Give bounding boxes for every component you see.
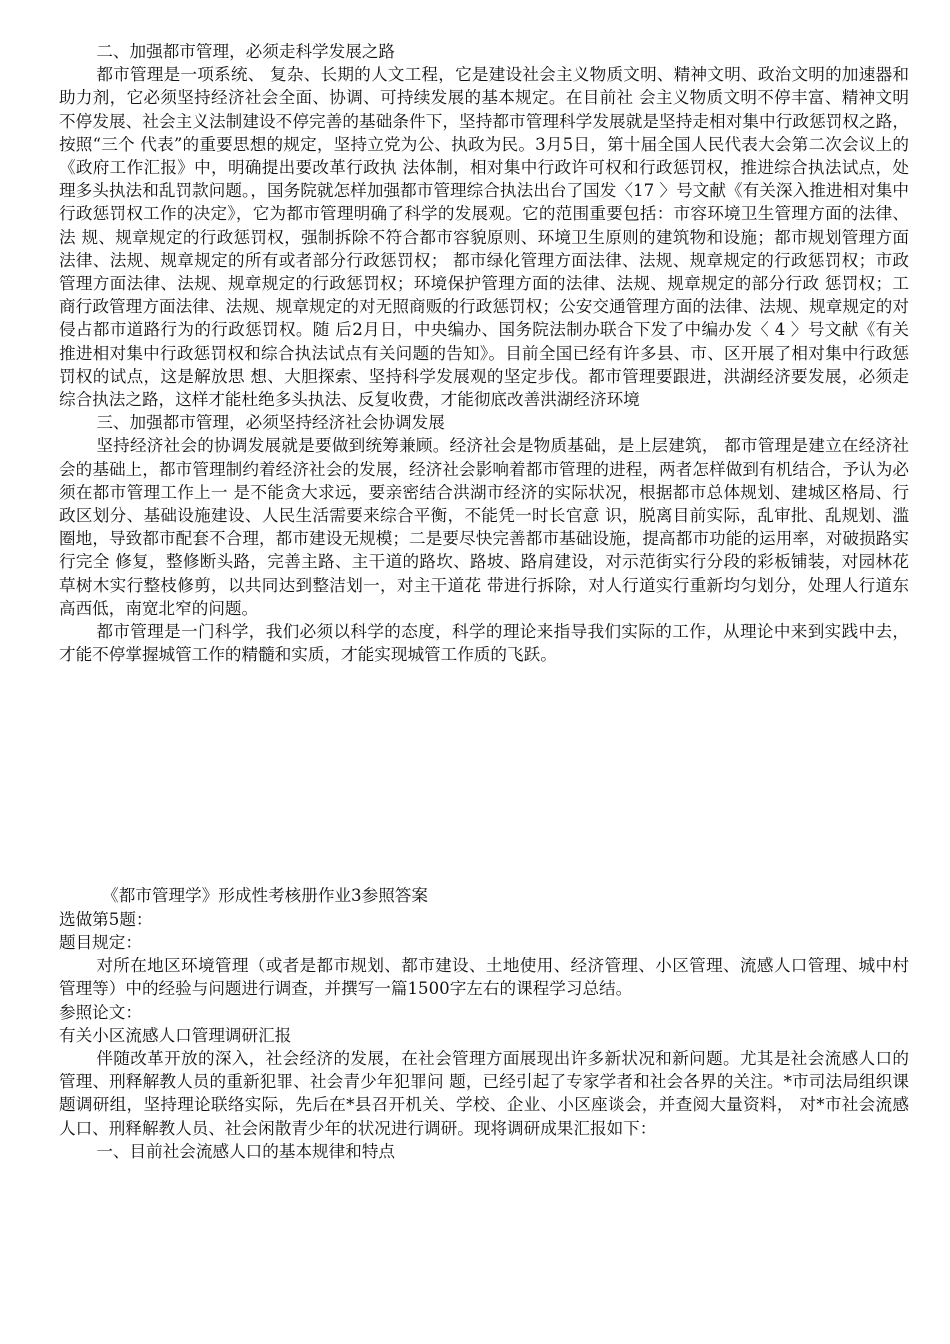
section-heading-2: 二、加强都市管理，必须走科学发展之路 [96,42,396,61]
document-page [59,40,909,1163]
paper-heading-1: 一、目前社会流感人口的基本规律和特点 [96,1141,396,1161]
requirement-text: 对所在地区环境管理（或者是都市规划、都市建设、土地使用、经济管理、小区管理、流感人口管理、城中村管理等）中的经验与问题进行调查，并撰写一篇1500字左右的课程学习总结。 [59,956,909,999]
assignment-title: 《都市管理学》形成性考核册作业3参照答案 [102,886,428,906]
section-3-paragraph-1: 坚持经济社会的协调发展就是要做到统筹兼顾。经济社会是物质基础，是上层建筑， 都市管理是建立在经济社会的基础上，都市管理制约着经济社会的发展，经济社会影响着都市管理的进程，两者怎样做到有机结合，予认为必须在都市管理工作上一 是不能贪大求远，要亲密结合洪湖市经济的实际状况，根据都市总体规划、建城区格局、行政区划分、基础设施建设、人民生活需要来综合平衡，不能凭一时长官意 识，脱离目前实际，乱审批、乱规划、滥圈地，导致都市配套不合理，都市建设无规模；二是要尽快完善都市基础设施，提高都市功能的运用率，对破损路实行完全 修复，整修断头路，完善主路、主干道的路坎、路坡、路肩建设，对示范街实行分段的彩板铺装，对园林花草树木实行整枝修剪，以共同达到整洁划一，对主干道花 带进行拆除，对人行道实行重新均匀划分，处理人行道东高西低，南宽北窄的问题。 [59,436,909,618]
section-2-paragraph: 都市管理是一项系统、 复杂、长期的人文工程，它是建设社会主义物质文明、精神文明、政治文明的加速器和助力剂，它必须坚持经济社会全面、协调、可持续发展的基本规定。在目前社 会主义物质文明不停丰富、精神文明不停发展、社会主义法制建设不停完善的基础条件下，坚持都市管理科学发展就是坚持走相对集中行政惩罚权之路，按照“三个 代表”的重要思想的规定，坚持立党为公、执政为民。3月5日，第十届全国人民代表大会第二次会议上的《政府工作汇报》中，明确提出要改革行政执 法体制，相对集中行政许可权和行政惩罚权，推进综合执法试点，处理多头执法和乱罚款问题。，国务院就怎样加强都市管理综合执法出台了国发〈17 〉号文献《有关深入推进相对集中行政惩罚权工作的决定》，它为都市管理明确了科学的发展观。它的范围重要包括：市容环境卫生管理方面的法律、法 规、规章规定的行政惩罚权，强制拆除不符合都市容貌原则、环境卫生原则的建筑物和设施；都市规划管理方面法律、法规、规章规定的所有或者部分行政惩罚权； 都市绿化管理方面法律、法规、规章规定的行政惩罚权；市政管理方面法律、法规、规章规定的行政惩罚权；环境保护管理方面的法律、法规、规章规定的部分行政 惩罚权；工商行政管理方面法律、法规、规章规定的对无照商贩的行政惩罚权；公安交通管理方面的法律、法规、规章规定的对侵占都市道路行为的行政惩罚权。随 后2月日，中央编办、国务院法制办联合下发了中编办发〈 4 〉号文献《有关推进相对集中行政惩罚权和综合执法试点有关问题的告知》。目前全国已经有许多县、市、区开展了相对集中行政惩罚权的试点，这是解放思 想、大胆探索、坚持科学发展观的坚定步伐。都市管理要跟进，洪湖经济要发展，必须走综合执法之路，这样才能杜绝多头执法、反复收费，才能彻底改善洪湖经济环境 [59,65,909,410]
requirement-label: 题目规定： [59,932,142,952]
page-gap [59,666,909,884]
paper-title: 有关小区流感人口管理调研汇报 [59,1025,292,1045]
assignment-choice: 选做第5题： [59,909,153,929]
section-heading-3: 三、加强都市管理，必须坚持经济社会协调发展 [96,413,445,433]
section-3-paragraph-2: 都市管理是一门科学，我们必须以科学的态度，科学的理论来指导我们实际的工作，从理论中来到实践中去，才能不停掌握城管工作的精髓和实质，才能实现城管工作质的飞跃。 [59,622,909,665]
reference-label: 参照论文： [59,1002,142,1022]
paper-paragraph-1: 伴随改革开放的深入，社会经济的发展，在社会管理方面展现出许多新状况和新问题。尤其是社会流感人口的管理、刑释解教人员的重新犯罪、社会青少年犯罪问 题，已经引起了专家学者和社会各界的关注。*市司法局组织课题调研组，坚持理论联络实际，先后在*县召开机关、学校、企业、小区座谈会，并查阅大量资料， 对*市社会流感人口、刑释解教人员、社会闲散青少年的状况进行调研。现将调研成果汇报如下： [59,1048,909,1138]
